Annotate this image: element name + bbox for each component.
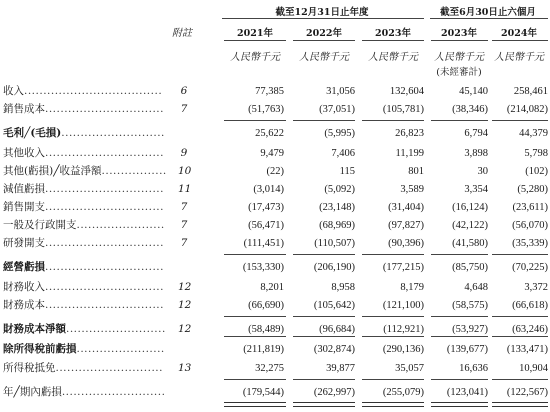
year-rule-3 [431, 40, 488, 41]
subtotal-rule [362, 336, 424, 337]
row-value: (302,874) [313, 344, 355, 355]
total-double-rule [224, 402, 286, 407]
row-value: (23,611) [512, 202, 548, 213]
row-label: 除所得稅前虧損....................... [3, 343, 165, 355]
row-value: (58,575) [452, 300, 488, 311]
row-value: (38,346) [452, 104, 488, 115]
row-value: 3,372 [524, 282, 548, 293]
subtotal-rule [431, 336, 488, 337]
row-value: (22) [266, 166, 284, 177]
row-value: 3,898 [464, 148, 488, 159]
row-value: (31,404) [388, 202, 424, 213]
subtotal-rule [293, 379, 355, 380]
year-2023: 2023年 [375, 28, 411, 39]
subtotal-rule [362, 254, 424, 255]
subtotal-rule [224, 120, 286, 121]
row-value: (66,618) [512, 300, 548, 311]
row-value: (123,041) [446, 387, 488, 398]
row-note: 13 [178, 362, 192, 374]
row-label: 銷售成本............................... [3, 103, 164, 115]
row-value: (23,148) [319, 202, 355, 213]
row-value: (139,677) [446, 344, 488, 355]
row-value: (179,544) [242, 387, 284, 398]
year-rule-1 [293, 40, 355, 41]
row-label: 研發開支............................... [3, 237, 164, 249]
unit-label-1: 人民幣千元 [299, 52, 349, 63]
row-value: 16,636 [459, 363, 488, 374]
note-column-header: 附註 [172, 28, 192, 39]
row-note: 7 [180, 237, 188, 249]
row-value: (105,642) [313, 300, 355, 311]
row-value: (122,567) [506, 387, 548, 398]
header-year-group: 截至12月31日止年度 [275, 7, 369, 18]
subtotal-rule [362, 120, 424, 121]
year-2022: 2022年 [306, 28, 342, 39]
row-value: 35,057 [395, 363, 424, 374]
row-value: (112,921) [383, 324, 424, 335]
row-value: 77,385 [255, 86, 284, 97]
table-row [0, 101, 550, 118]
row-value: (42,122) [452, 220, 488, 231]
row-value: (56,471) [248, 220, 284, 231]
subtotal-rule [293, 336, 355, 337]
subtotal-rule [431, 120, 488, 121]
table-row [0, 163, 550, 180]
row-value: (96,684) [319, 324, 355, 335]
row-value: (206,190) [313, 262, 355, 273]
row-value: 3,354 [464, 184, 488, 195]
header-half-rule [430, 18, 548, 19]
row-value: (290,136) [382, 344, 424, 355]
row-value: 25,622 [255, 128, 284, 139]
row-value: (5,092) [324, 184, 355, 195]
row-label: 銷售開支............................... [3, 201, 164, 213]
row-value: 44,379 [519, 128, 548, 139]
row-value: 4,648 [464, 282, 488, 293]
row-value: (58,489) [248, 324, 284, 335]
total-double-rule [431, 402, 488, 407]
unit-label-2: 人民幣千元 [368, 52, 418, 63]
subtotal-rule [293, 316, 355, 317]
row-value: (17,473) [248, 202, 284, 213]
row-value: 10,904 [519, 363, 548, 374]
row-value: (102) [525, 166, 548, 177]
row-value: 9,479 [260, 148, 284, 159]
table-row [0, 259, 550, 276]
unit-label-3: 人民幣千元 [434, 52, 484, 63]
row-label: 一般及行政開支....................... [3, 219, 165, 231]
row-value: (16,124) [452, 202, 488, 213]
row-value: 11,199 [395, 148, 424, 159]
row-value: (214,082) [506, 104, 548, 115]
row-value: (121,100) [382, 300, 424, 311]
row-label: 財務成本淨額.......................... [3, 323, 166, 335]
table-row [0, 125, 550, 142]
row-label: 財務收入............................... [3, 281, 164, 293]
table-row [0, 341, 550, 358]
subtotal-rule [431, 379, 488, 380]
row-label: 毛利╱(毛損)........................... [3, 127, 165, 139]
year-rule-0 [224, 40, 286, 41]
row-value: 45,140 [459, 86, 488, 97]
subtotal-rule [492, 336, 548, 337]
subtotal-rule [224, 336, 286, 337]
subtotal-rule [492, 316, 548, 317]
row-value: (56,070) [512, 220, 548, 231]
row-value: (255,079) [382, 387, 424, 398]
year-rule-2 [362, 40, 424, 41]
row-note: 10 [178, 165, 192, 177]
row-label: 年╱期內虧損........................... [3, 386, 166, 398]
table-row [0, 217, 550, 234]
row-note: 11 [178, 183, 192, 195]
unit-label-0: 人民幣千元 [230, 52, 280, 63]
row-value: (153,330) [242, 262, 284, 273]
row-note: 12 [178, 299, 192, 311]
row-value: (68,969) [319, 220, 355, 231]
table-row [0, 360, 550, 377]
table-row [0, 83, 550, 100]
row-value: (51,763) [248, 104, 284, 115]
row-value: (66,690) [248, 300, 284, 311]
row-value: (211,819) [243, 344, 284, 355]
table-row [0, 145, 550, 162]
row-value: 30 [477, 166, 488, 177]
table-row [0, 235, 550, 252]
subtotal-rule [293, 254, 355, 255]
row-value: (3,014) [253, 184, 284, 195]
row-value: (53,927) [452, 324, 488, 335]
row-value: (90,396) [388, 238, 424, 249]
row-value: (35,339) [512, 238, 548, 249]
header-half-group: 截至6月30日止六個月 [440, 7, 536, 18]
total-double-rule [362, 402, 424, 407]
subtotal-rule [362, 316, 424, 317]
row-value: (41,580) [452, 238, 488, 249]
total-double-rule [293, 402, 355, 407]
row-note: 12 [178, 281, 192, 293]
row-label: 收入.................................... [3, 85, 163, 97]
table-row [0, 297, 550, 314]
row-value: (63,246) [512, 324, 548, 335]
subtotal-rule [224, 379, 286, 380]
subtotal-rule [431, 254, 488, 255]
subtotal-rule [293, 120, 355, 121]
half-2024: 2024年 [501, 28, 537, 39]
row-value: 115 [339, 166, 355, 177]
row-value: 8,201 [260, 282, 284, 293]
row-value: (5,280) [517, 184, 548, 195]
row-value: 39,877 [326, 363, 355, 374]
row-note: 7 [180, 201, 188, 213]
row-value: 6,794 [464, 128, 488, 139]
row-value: 801 [408, 166, 424, 177]
row-note: 9 [180, 147, 188, 159]
row-value: 5,798 [524, 148, 548, 159]
unit-label-4: 人民幣千元 [494, 52, 544, 63]
row-note: 6 [180, 85, 188, 97]
row-label: 所得稅抵免............................ [3, 362, 163, 374]
unaudited-label: (未經審計) [436, 67, 482, 78]
row-value: (133,471) [506, 344, 548, 355]
table-row [0, 279, 550, 296]
row-value: 132,604 [389, 86, 424, 97]
row-value: 7,406 [331, 148, 355, 159]
row-value: (110,507) [314, 238, 355, 249]
row-note: 7 [180, 103, 188, 115]
row-value: (262,997) [313, 387, 355, 398]
row-value: 8,179 [400, 282, 424, 293]
row-value: (70,225) [512, 262, 548, 273]
subtotal-rule [362, 379, 424, 380]
row-value: 31,056 [326, 86, 355, 97]
year-2021: 2021年 [237, 28, 273, 39]
row-value: (111,451) [243, 238, 284, 249]
table-row [0, 384, 550, 401]
row-value: 8,958 [331, 282, 355, 293]
subtotal-rule [224, 254, 286, 255]
row-value: (97,827) [388, 220, 424, 231]
row-label: 其他收入............................... [3, 147, 164, 159]
row-value: 26,823 [395, 128, 424, 139]
header-year-rule [222, 18, 424, 19]
subtotal-rule [492, 120, 548, 121]
subtotal-rule [224, 316, 286, 317]
subtotal-rule [431, 316, 488, 317]
row-value: 258,461 [513, 86, 548, 97]
row-label: 減值虧損............................... [3, 183, 164, 195]
row-value: (105,781) [382, 104, 424, 115]
row-note: 12 [178, 323, 192, 335]
row-value: 32,275 [255, 363, 284, 374]
row-label: 財務成本............................... [3, 299, 164, 311]
table-row [0, 199, 550, 216]
row-value: (177,215) [382, 262, 424, 273]
row-value: (37,051) [319, 104, 355, 115]
row-note: 7 [180, 219, 188, 231]
total-double-rule [492, 402, 548, 407]
subtotal-rule [492, 254, 548, 255]
year-rule-4 [492, 40, 548, 41]
subtotal-rule [492, 379, 548, 380]
row-label: 其他(虧損)╱收益淨額................. [3, 165, 167, 177]
row-value: (5,995) [324, 128, 355, 139]
half-2023: 2023年 [441, 28, 477, 39]
row-label: 經營虧損............................... [3, 261, 164, 273]
table-row [0, 181, 550, 198]
row-value: 3,589 [400, 184, 424, 195]
row-value: (85,750) [452, 262, 488, 273]
